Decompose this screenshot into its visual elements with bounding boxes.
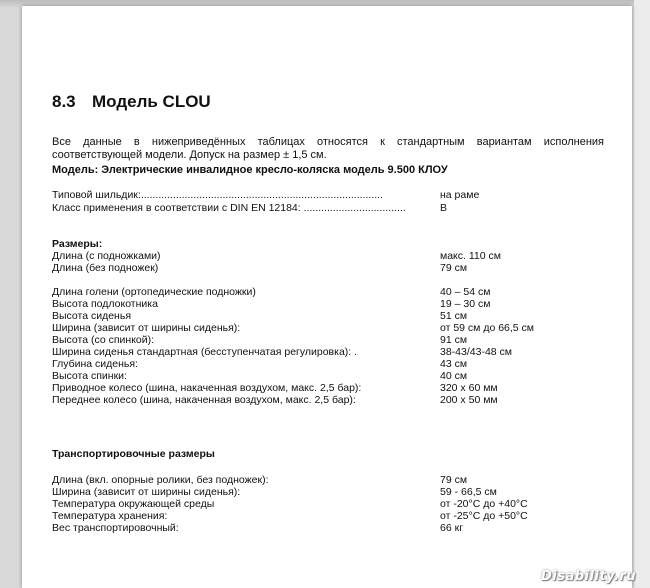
transport-label: Температура окружающей среды xyxy=(52,498,215,510)
info-row xyxy=(52,202,612,214)
transport-value: от -20°C до +40°C xyxy=(440,498,528,510)
dimension-value: 320 x 60 мм xyxy=(440,382,498,394)
info-row xyxy=(52,189,612,201)
dimensions-heading: Размеры: xyxy=(52,238,103,250)
dimension-row xyxy=(52,250,612,262)
dimension-label: Приводное колесо (шина, накаченная воздухом, макс. 2,5 бар): xyxy=(52,382,362,394)
intro-paragraph: Все данные в нижеприведённых таблицах относятся к стандартным вариантам исполнения соответствующей модели. Допуск на размер ± 1,5 см. xyxy=(52,136,604,161)
model-line: Модель: Электрические инвалидное кресло-коляска модель 9.500 КЛОУ xyxy=(52,164,448,176)
transport-heading: Транспортировочные размеры xyxy=(52,448,215,460)
transport-row xyxy=(52,486,612,498)
dimension-value: от 59 см до 66,5 см xyxy=(440,322,535,334)
transport-label: Длина (вкл. опорные ролики, без подножек): xyxy=(52,474,269,486)
dimension-row xyxy=(52,382,612,394)
transport-value: 79 см xyxy=(440,474,468,486)
dimension-value: 43 см xyxy=(440,358,468,370)
dimension-label: Ширина (зависит от ширины сиденья): xyxy=(52,322,241,334)
transport-label: Температура хранения: xyxy=(52,510,168,522)
dimension-value: 40 – 54 см xyxy=(440,286,491,298)
transport-label: Ширина (зависит от ширины сиденья): xyxy=(52,486,241,498)
dimension-value: 19 – 30 см xyxy=(440,298,491,310)
dimension-value: 40 см xyxy=(440,370,468,382)
transport-row xyxy=(52,522,612,534)
dimension-row xyxy=(52,334,612,346)
info-value: на раме xyxy=(440,189,480,201)
dimension-value: макс. 110 см xyxy=(440,250,501,262)
dimension-value: 200 x 50 мм xyxy=(440,394,498,406)
dimension-value: 38-43/43-48 см xyxy=(440,346,513,358)
transport-row xyxy=(52,498,612,510)
section-number: 8.3 xyxy=(52,92,76,111)
dimension-label: Длина (с подножками) xyxy=(52,250,161,262)
dimension-label: Высота спинки: xyxy=(52,370,127,382)
transport-value: 59 - 66,5 см xyxy=(440,486,497,498)
dimension-label: Высота подлокотника xyxy=(52,298,158,310)
transport-value: от -25°C до +50°C xyxy=(440,510,528,522)
dimension-row xyxy=(52,298,612,310)
dimension-label: Ширина сиденья стандартная (бесступенчатая регулировка): . xyxy=(52,346,358,358)
transport-row xyxy=(52,510,612,522)
document-page xyxy=(22,6,632,588)
section-title: Модель CLOU xyxy=(92,92,211,111)
dimension-label: Глубина сиденья: xyxy=(52,358,138,370)
dimension-value: 51 см xyxy=(440,310,468,322)
info-value: B xyxy=(440,202,448,214)
dimension-row xyxy=(52,286,612,298)
watermark-text: Disability.ru xyxy=(540,569,636,584)
dimension-label: Длина голени (ортопедические подножки) xyxy=(52,286,256,298)
transport-label: Вес транспортировочный: xyxy=(52,522,179,534)
info-label: Класс применения в соответствии с DIN EN 12184: ................................... xyxy=(52,202,406,214)
dimension-row xyxy=(52,358,612,370)
dimension-label: Высота сиденья xyxy=(52,310,132,322)
dimension-value: 79 см xyxy=(440,262,468,274)
dimension-value: 91 см xyxy=(440,334,468,346)
info-label: Типовой шильдик:................................................................................... xyxy=(52,189,383,201)
dimension-label: Высота (со спинкой): xyxy=(52,334,155,346)
dimension-label: Переднее колесо (шина, накаченная воздухом, макс. 2,5 бар): xyxy=(52,394,356,406)
dimension-label: Длина (без подножек) xyxy=(52,262,159,274)
dimension-row xyxy=(52,370,612,382)
dimension-row xyxy=(52,322,612,334)
transport-value: 66 кг xyxy=(440,522,464,534)
dimension-row xyxy=(52,394,612,406)
transport-row xyxy=(52,474,612,486)
dimension-row xyxy=(52,262,612,274)
viewer-scrollbar[interactable] xyxy=(634,0,650,588)
dimension-row xyxy=(52,346,612,358)
dimension-row xyxy=(52,310,612,322)
